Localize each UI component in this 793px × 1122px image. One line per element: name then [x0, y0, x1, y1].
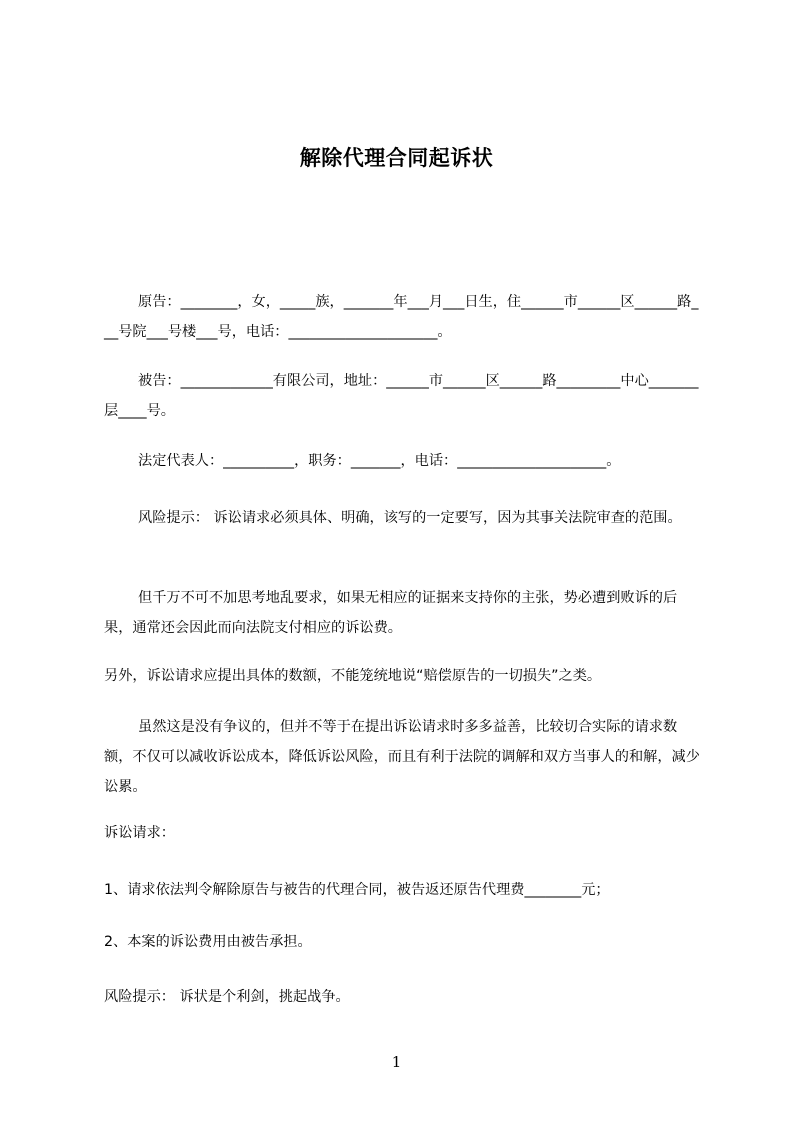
risk-warning-5: 风险提示： 诉状是个利剑，挑起战争。	[104, 989, 350, 1005]
risk-warning-1: 风险提示： 诉讼请求必须具体、明确，该写的一定要写，因为其事关法院审查的范围。	[138, 510, 682, 526]
claim-item-1: 1、请求依法判令解除原告与被告的代理合同，被告返还原告代理费________元；	[104, 882, 610, 898]
page-number: 1	[391, 1053, 402, 1071]
risk-warning-4: 虽然这是没有争议的，但并不等于在提出诉讼请求时多多益善，比较切合实际的请求数额，不仅可以减收诉讼成本，降低诉讼风险，而且有利于法院的调解和双方当事人的和解，减少讼累。	[104, 719, 700, 795]
risk-warning-3: 另外，诉讼请求应提出具体的数额，不能笼统地说“赔偿原告的一切损失”之类。	[104, 668, 602, 684]
claims-heading: 诉讼请求：	[104, 825, 175, 841]
legal-representative-info: 法定代表人：__________，职务：_______，电话：_____________________。	[138, 453, 621, 469]
claim-item-2: 2、本案的诉讼费用由被告承担。	[104, 934, 312, 950]
defendant-info: 被告：_____________有限公司，地址：______市______区______路_________中心_______层____号。	[104, 373, 699, 419]
document-title: 解除代理合同起诉状	[299, 146, 494, 170]
plaintiff-info: 原告：________，女，_____族，_______年___月___日生，住______市______区______路___号院___号楼___号，电话：_____________________。	[104, 294, 699, 340]
risk-warning-2: 但千万不可不加思考地乱要求，如果无相应的证据来支持你的主张，势必遭到败诉的后果，通常还会因此而向法院支付相应的诉讼费。	[104, 590, 678, 636]
